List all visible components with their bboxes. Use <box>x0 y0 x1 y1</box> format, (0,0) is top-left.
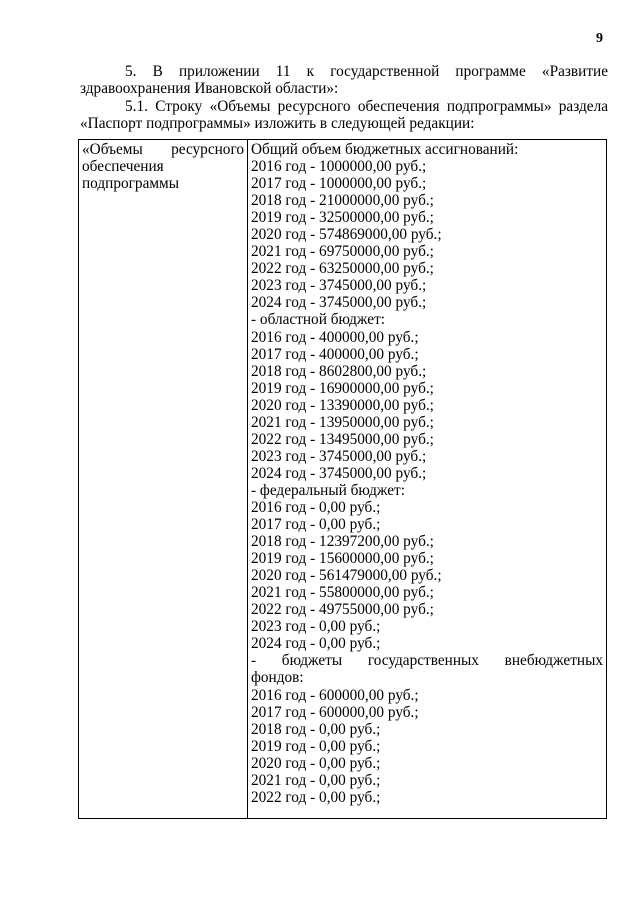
budget-line: 2024 год - 3745000,00 руб.; <box>251 294 427 312</box>
budget-line: 2019 год - 32500000,00 руб.; <box>251 209 434 227</box>
budget-line: 2017 год - 600000,00 руб.; <box>251 703 419 721</box>
budget-line: 2022 год - 0,00 руб.; <box>251 788 381 806</box>
budget-line: 2016 год - 1000000,00 руб.; <box>251 158 427 176</box>
paragraph-5: 5. В приложении 11 к государственной программе «Развитие здравоохранения Ивановской области»: <box>80 63 608 97</box>
resource-table <box>78 139 607 819</box>
budget-line: 2020 год - 574869000,00 руб.; <box>251 226 442 244</box>
budget-line: 2016 год - 400000,00 руб.; <box>251 328 419 346</box>
budget-line: 2021 год - 69750000,00 руб.; <box>251 243 434 261</box>
budget-line: 2016 год - 600000,00 руб.; <box>251 686 419 704</box>
budget-line: 2021 год - 13950000,00 руб.; <box>251 413 434 431</box>
budget-line: 2016 год - 0,00 руб.; <box>251 498 381 516</box>
budget-line: 2020 год - 13390000,00 руб.; <box>251 396 434 414</box>
budget-line: 2022 год - 49755000,00 руб.; <box>251 601 434 619</box>
budget-line: 2023 год - 0,00 руб.; <box>251 618 381 636</box>
paragraph-5-1: 5.1. Строку «Объемы ресурсного обеспечения подпрограммы» раздела «Паспорт подпрограммы» изложить в следующей редакции: <box>80 98 608 132</box>
budget-line: 2018 год - 21000000,00 руб.; <box>251 192 434 210</box>
budget-line: 2022 год - 63250000,00 руб.; <box>251 260 434 278</box>
budget-line: 2020 год - 561479000,00 руб.; <box>251 567 442 585</box>
budget-line: 2017 год - 400000,00 руб.; <box>251 345 419 363</box>
budget-line: 2020 год - 0,00 руб.; <box>251 754 381 772</box>
budget-line: 2023 год - 3745000,00 руб.; <box>251 277 427 295</box>
budget-line: фондов: <box>251 669 304 687</box>
page-number: 9 <box>596 31 603 46</box>
row-label-cell: «Объемы ресурсного обеспечения подпрограммы <box>79 140 248 819</box>
budget-line: 2019 год - 16900000,00 руб.; <box>251 379 434 397</box>
budget-line: 2023 год - 3745000,00 руб.; <box>251 447 427 465</box>
budget-line: - федеральный бюджет: <box>251 481 405 499</box>
budget-line: - бюджеты государственных внебюджетных <box>251 652 603 670</box>
budget-line: 2019 год - 15600000,00 руб.; <box>251 550 434 568</box>
budget-line: 2018 год - 12397200,00 руб.; <box>251 533 434 551</box>
budget-line: - областной бюджет: <box>251 311 386 329</box>
budget-line: 2021 год - 0,00 руб.; <box>251 771 381 789</box>
budget-line: 2017 год - 0,00 руб.; <box>251 516 381 534</box>
budget-line: 2017 год - 1000000,00 руб.; <box>251 175 427 193</box>
budget-line: 2018 год - 8602800,00 руб.; <box>251 362 427 380</box>
budget-line: 2024 год - 3745000,00 руб.; <box>251 464 427 482</box>
budget-line: 2019 год - 0,00 руб.; <box>251 737 381 755</box>
table-row <box>79 140 607 819</box>
budget-line: Общий объем бюджетных ассигнований: <box>251 141 519 158</box>
budget-line: 2022 год - 13495000,00 руб.; <box>251 430 434 448</box>
row-value-cell <box>248 140 607 819</box>
budget-line: 2018 год - 0,00 руб.; <box>251 720 381 738</box>
budget-line: 2021 год - 55800000,00 руб.; <box>251 584 434 602</box>
budget-line: 2024 год - 0,00 руб.; <box>251 635 381 653</box>
